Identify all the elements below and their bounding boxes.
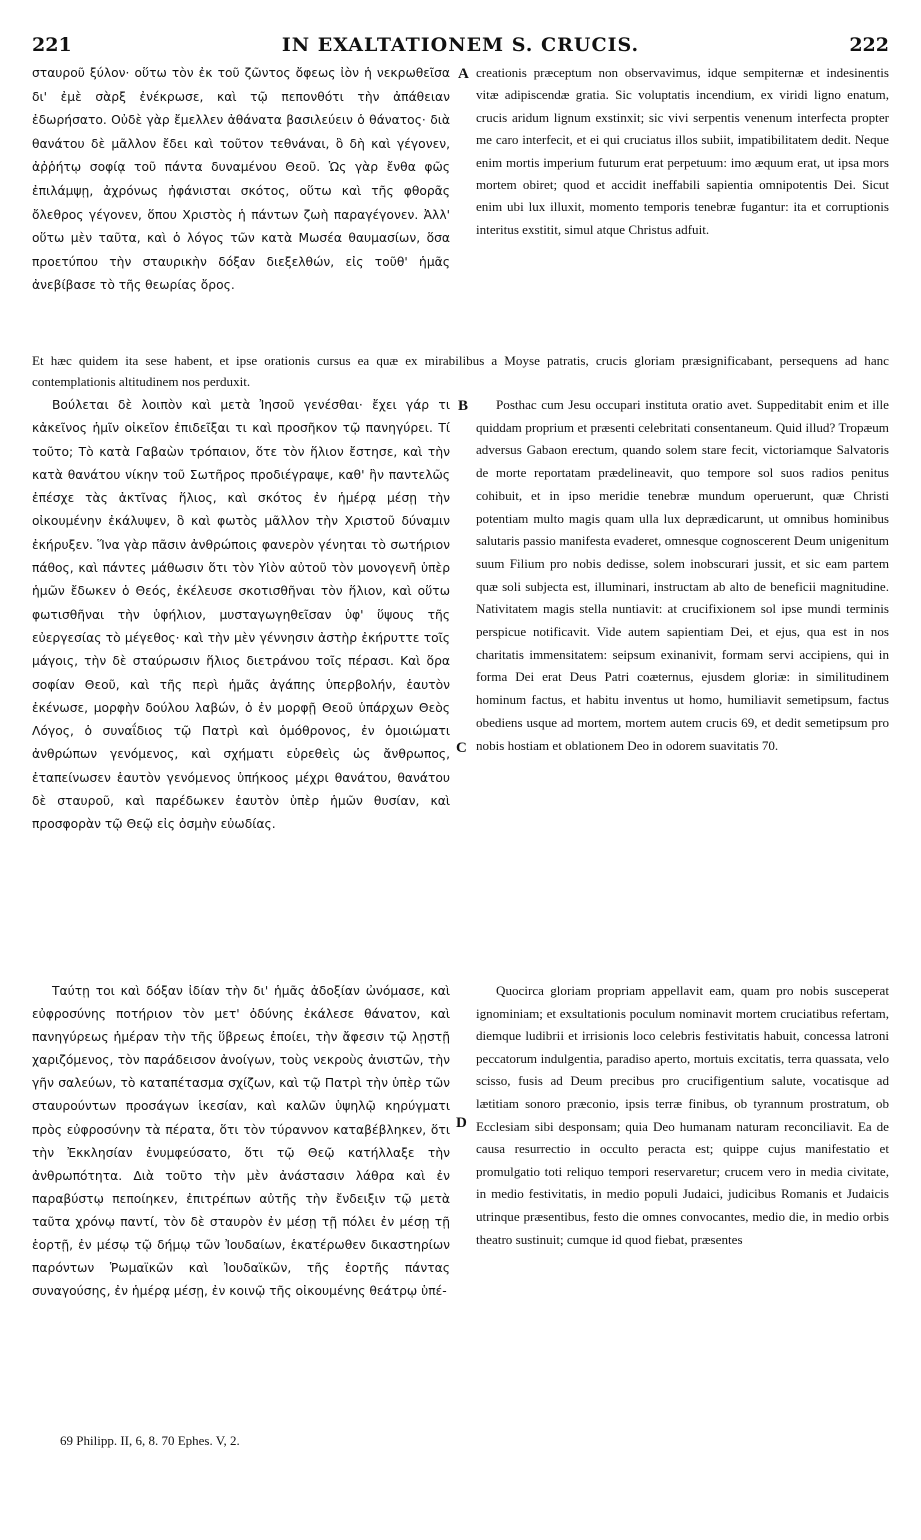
running-header bbox=[32, 30, 889, 60]
latin-column-b bbox=[476, 394, 889, 757]
greek-paragraph-a: σταυροῦ ξύλον· οὕτω τὸν ἐκ τοῦ ζῶντος ὄφεως ἰὸν ἡ νεκρωθεῖσα δι' ἐμὲ σὰρξ ἐνέκρωσε, καὶ τῷ πεπονθότι τὴν ἀπάθειαν ἐδωρήσατο. Οὐδὲ γὰρ ἔμελλεν ἀθάνατα βασιλεύειν ὁ θάνατος· διὰ θανάτου δὲ μᾶλλον ἔδει καὶ τοῦτον τεθνάναι, ὃ δὴ καὶ γέγονεν, ἀῤῥήτῳ σοφίᾳ τοῦ πάντα δυναμένου Θεοῦ. Ὡς γὰρ ἔνθα φῶς ἐπιλάμψῃ, ἀχρόνως ἠφάνισται σκότος, οὕτω καὶ τῆς φθορᾶς ὄλεθρος γέγονεν, ὅπου Χριστὸς ἡ πάντων ζωὴ παραγέγονεν. Ἀλλ' οὕτω μὲν ταῦτα, καὶ ὁ λόγος τῶν κατὰ Μωσέα θαυμασίων, ὅσα προετύπου τὴν σταυρικὴν δόξαν διεξελθών, εἰς τοῦθ' ἡμᾶς ἀνεβίβασε τὸ τῆς θεωρίας ὄρος. bbox=[32, 66, 450, 293]
margin-letter-c: C bbox=[456, 740, 467, 756]
page-number-left: 221 bbox=[32, 34, 72, 56]
margin-letter-a: A bbox=[458, 66, 469, 82]
latin-paragraph-c: Quocirca gloriam propriam appellavit eam, quam pro nobis susceperat ignominiam; et exsultationis poculum nominavit mortem cruciatibus refertam, diemque ludibrii et irrisionis loco celebris festivitatis habuit, concessa latroni peccatorum indulgentia, paradiso aperto, mortuis excitatis, terra quassata, velo scisso, fusis ad Deum precibus pro crucifigentium salute, vocatisque ad lætitiam sonoro præconio, ipsis terræ finibus, ob tyrannum prostratum, ob Ecclesiam sibi desponsam; quia Deo humanam naturam reconciliavit. Ea de causa resurrectio in occulto peracta est; quippe cujus manifestatio et promulgatio toti reliquo tempori reservaretur; crucem vero in media civitate, in medio festivitatis, in medio populi Judaici, judicibus Romanis et Judaicis utrinque præsentibus, festo die omnes convocantes, medio die, in medio orbis theatro sustinuit; cumque id quod fiebat, præsentes bbox=[476, 983, 889, 1247]
page-number-right: 222 bbox=[849, 34, 889, 56]
greek-column-a bbox=[32, 62, 450, 298]
latin-paragraph-a: creationis præceptum non observavimus, idque sempiternæ et indesinentis vitæ adipiscendæ gratia. Sic voluptatis incendium, ex viridi ligno enatum, crucis aridum lignum exstinxit; sic vivi serpentis venenum interfecta propter me caro interfecit, et ei qui cruciatus illos subiit, impatibilitatem dedit. Neque enim mortis imperium futurum erat perpetuum: imo æquum erat, ut ipsa mors mortem obiret; quod et accidit ineffabili sapientia omnipotentis Dei. Sicut enim ubi lux illuxit, momento temporis tenebræ fugantur: ita et corruptionis interitus exstitit, simul atque Christus adfuit. bbox=[476, 65, 889, 237]
greek-paragraph-c: Ταύτῃ τοι καὶ δόξαν ἰδίαν τὴν δι' ἡμᾶς ἀδοξίαν ὠνόμασε, καὶ εὐφροσύνης ποτήριον τὸν μετ' ὀδύνης ἐκάλεσε θάνατον, καὶ πανηγύρεως ἡμέραν τὴν τῆς ὕβρεως ἐποίει, τὴν ἄφεσιν τῷ λῃστῇ χαριζόμενος, τὸν παράδεισον ἀνοίγων, τοὺς νεκροὺς ἀνιστῶν, τὴν γῆν σαλεύων, τὸ καταπέτασμα σχίζων, καὶ τῷ Πατρὶ τὴν ὑπὲρ τῶν σταυρούντων προσάγων ἱκεσίαν, καὶ καλῶν ὑψηλῷ κηρύγματι πρὸς εὐφροσύνην τὰ πέρατα, ὅτι τὸν τύραννον καταβέβληκεν, ὅτι τὴν Ἐκκλησίαν ἐνυμφεύσατο, ὅτι τῷ Θεῷ κατήλλαξε τὴν ἀνθρωπότητα. Διὰ τοῦτο τὴν μὲν ἀνάστασιν λάθρα καὶ ἐν παραβύστῳ πεποίηκεν, ἐπιτρέπων αὐτῆς τὴν ἔνδειξιν τῷ μετὰ ταῦτα χρόνῳ παντί, τὸν δὲ σταυρὸν ἐν μέσῃ τῇ πόλει ἐν μέσῃ τῇ ἑορτῇ, ἐν μέσῳ τῷ δήμῳ τῶν Ἰουδαίων, ἑκατέρωθεν δικαστηρίων παρόντων Ῥωμαϊκῶν καὶ Ἰουδαϊκῶν, τῆς ἑορτῆς πάντας συναγούσης, ἐν ἡμέρᾳ μέσῃ, ἐν κοινῷ τῆς οἰκουμένης θεάτρῳ ὑπέ- bbox=[32, 984, 450, 1299]
greek-column-c bbox=[32, 980, 450, 1303]
latin-paragraph-b: Posthac cum Jesu occupari instituta oratio avet. Suppeditabit enim et ille quiddam proprium et præsenti celebritati consentaneum. Quid illud? Tropæum adversus Gabaon erectum, quando solem stare fecit, victoriamque Salvatoris de morte reportatam prædelineavit, quo tempore sol suos radios penitus cohibuit, et in ipso meridie tenebræ mundum operuerunt, quæ Christi potentiam multo magis quam ulla lux deprædicarunt, ut omnibus hominibus salutaris passio manifesta evaderet, omnesque cognoscerent Deum unigenitum suum Filium pro nobis dedisse, solem inobscurari jussit, et sic eam partem quæ soli subjecta est, illuminari, instructam ab alto de beneficii magnitudine. Nativitatem magis stella nuntiavit: at crucifixionem sol ipse mundi terminis perspicue notificavit. Vide autem sapientiam Dei, et ejus, qua est in nos charitatis immensitatem: seipsum exinanivit, formam servi accipiens, qui in forma Dei erat Deus Patri coæternus, ejusdem gloriæ: in similitudinem hominum factus, et habitu inventus ut homo, humiliavit semetipsum, factus obediens usque ad mortem, mortem autem crucis 69, et dedit semetipsum pro nobis hostiam et oblationem Deo in odorem suavitatis 70. bbox=[476, 397, 889, 753]
margin-letter-b: B bbox=[458, 398, 469, 414]
latin-column-c bbox=[476, 980, 889, 1251]
latin-column-a bbox=[476, 62, 889, 241]
greek-column-b bbox=[32, 394, 450, 837]
margin-letter-d: D bbox=[456, 1115, 467, 1131]
running-title: IN EXALTATIONEM S. CRUCIS. bbox=[281, 34, 640, 56]
bridge-paragraph: Et hæc quidem ita sese habent, et ipse orationis cursus ea quæ ex mirabilibus a Moyse patratis, crucis gloriam præsignificabant, persequens ad hanc contemplationis altitudinem nos perduxit. bbox=[32, 353, 889, 389]
footnotes: 69 Philipp. II, 6, 8. 70 Ephes. V, 2. bbox=[60, 1433, 240, 1448]
greek-paragraph-b: Βούλεται δὲ λοιπὸν καὶ μετὰ Ἰησοῦ γενέσθαι· ἔχει γάρ τι κἀκεῖνος ἡμῖν οἰκεῖον ἐπιδεῖξαι τι καὶ προσῆκον τῷ πανηγύρει. Τί τοῦτο; Τὸ κατὰ Γαβαὼν τρόπαιον, ὅτε τὸν ἥλιον ἔστησε, καὶ τὴν κατὰ θανάτου νίκην τοῦ Σωτῆρος προδιέγραψε, καθ' ἣν παντελῶς ἐπέσχε τὰς ἀκτῖνας ἥλιος, καὶ σκότος ἐν ἡμέρᾳ μέσῃ τὴν οἰκουμένην ἐκάλυψεν, ὃ καὶ φωτὸς μᾶλλον τὴν Χριστοῦ δύναμιν ἐκήρυξεν. Ἵνα γὰρ πᾶσιν ἀνθρώποις φανερὸν γένηται τὸ σωτήριον πάθος, καὶ πάντες μάθωσιν ὅτι τὸν Υἱὸν αὐτοῦ τὸν μονογενῆ ὑπὲρ ἡμῶν ἔδωκεν ὁ Θεός, ἐκέλευσε σκοτισθῆναι τὸν ἥλιον, καὶ οὕτω φωτισθῆναι τὴν ὑφήλιον, μυσταγωγηθεῖσαν ὑφ' ὕψους τῆς εὐεργεσίας τὸ μέγεθος· καὶ τὴν μὲν γέννησιν ἀστὴρ ἐκήρυττε τοῖς μάγοις, τὴν δὲ σταύρωσιν ἥλιος διετράνου τοῖς πέρασι. Καὶ ὅρα σοφίαν Θεοῦ, καὶ τῆς περὶ ἡμᾶς ἀγάπης ὑπερβολήν, ἑαυτὸν ἐκένωσε, μορφὴν δούλου λαβών, ὁ ἐν μορφῇ Θεοῦ ὑπάρχων Θεὸς Λόγος, ὁ συναΐδιος τῷ Πατρὶ καὶ ὁμόθρονος, ἐν ὁμοιώματι ἀνθρώπων γενόμενος, καὶ σχήματι εὑρεθεὶς ὡς ἄνθρωπος, ἐταπείνωσεν ἑαυτὸν γενόμενος ὑπήκοος μέχρι θανάτου, θανάτου δὲ σταυροῦ, καὶ παρέδωκεν ἑαυτὸν ὑπὲρ ἡμῶν θυσίαν, καὶ προσφορὰν τῷ Θεῷ εἰς ὀσμὴν εὐωδίας. bbox=[32, 398, 450, 832]
